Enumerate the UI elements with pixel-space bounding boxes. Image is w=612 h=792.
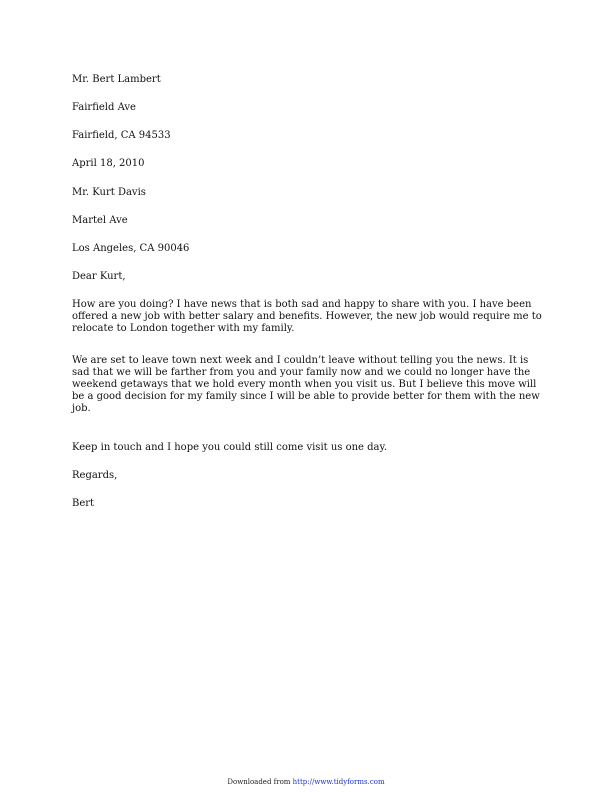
body-paragraph: How are you doing? I have news that is both sad and happy to share with you. I have been offered a new job with better salary and benefits. However, the new job would require me to relocate to London together with my family. [72, 299, 542, 334]
sender-street: Fairfield Ave [72, 102, 136, 113]
closing: Regards, [72, 470, 118, 481]
recipient-street: Martel Ave [72, 215, 128, 226]
sender-city: Fairfield, CA 94533 [72, 130, 171, 141]
salutation: Dear Kurt, [72, 271, 126, 282]
recipient-city: Los Angeles, CA 90046 [72, 243, 190, 254]
footer-prefix: Downloaded from [227, 778, 293, 786]
body-paragraph: We are set to leave town next week and I couldn’t leave without telling you the news. It is sad that we will be farther from you and your family now and we could no longer have the weekend getaways that we hold every month when you visit us. But I believe this move will be a good decision for my family since I will be able to provide better for them with the new job. [72, 355, 540, 414]
recipient-name: Mr. Kurt Davis [72, 187, 146, 198]
sender-name: Mr. Bert Lambert [72, 74, 161, 85]
footer-link[interactable]: http://www.tidyforms.com [292, 778, 385, 786]
body-paragraph: Keep in touch and I hope you could still come visit us one day. [72, 442, 388, 453]
download-footer [0, 778, 612, 787]
letter-date: April 18, 2010 [72, 158, 145, 169]
signature: Bert [72, 498, 95, 509]
